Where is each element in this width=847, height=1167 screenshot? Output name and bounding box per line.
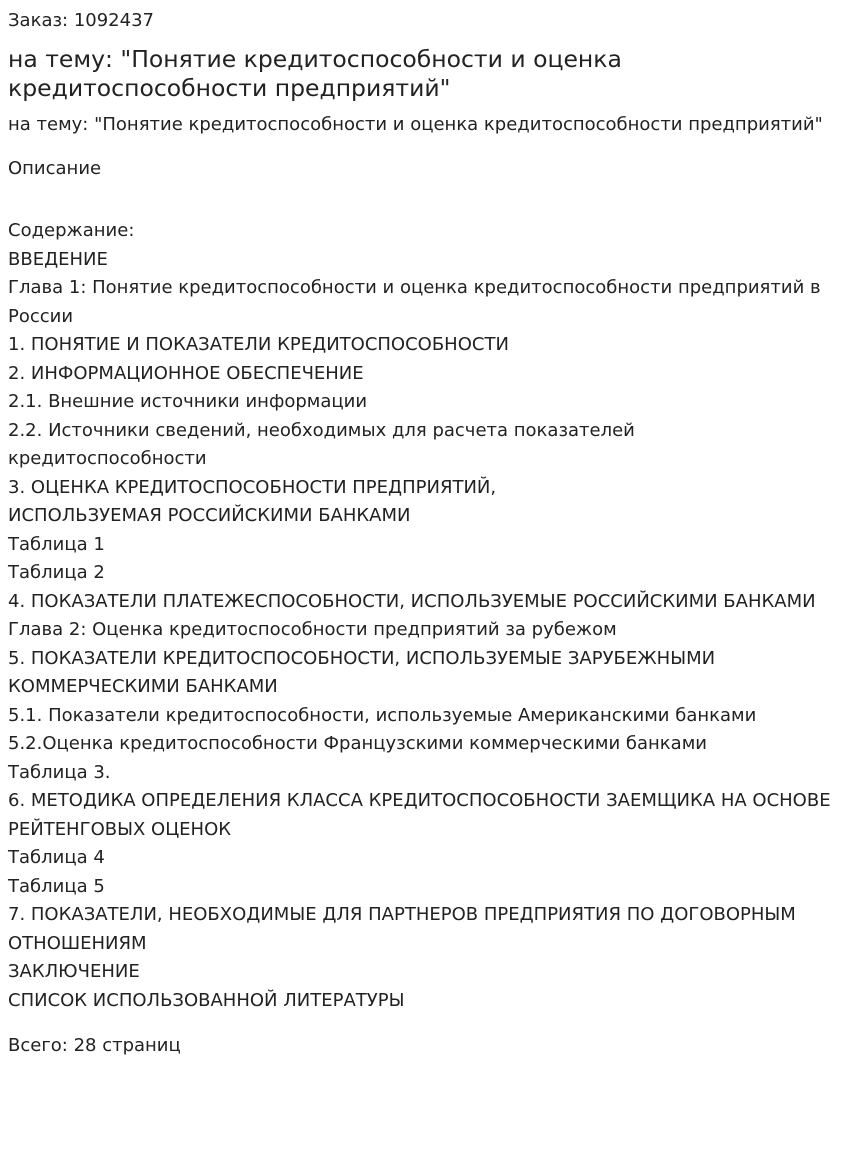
order-number: Заказ: 1092437 bbox=[8, 10, 154, 31]
contents-item: 7. ПОКАЗАТЕЛИ, НЕОБХОДИМЫЕ ДЛЯ ПАРТНЕРОВ ПРЕДПРИЯТИЯ ПО ДОГОВОРНЫМ ОТНОШЕНИЯМ bbox=[8, 904, 796, 954]
table-of-contents bbox=[8, 217, 839, 1015]
contents-item: 3. ОЦЕНКА КРЕДИТОСПОСОБНОСТИ ПРЕДПРИЯТИЙ, bbox=[8, 476, 497, 498]
contents-item: 4. ПОКАЗАТЕЛИ ПЛАТЕЖЕСПОСОБНОСТИ, ИСПОЛЬЗУЕМЫЕ РОССИЙСКИМИ БАНКАМИ bbox=[8, 590, 816, 612]
page-title: на тему: "Понятие кредитоспособности и оценка кредитоспособности предприятий" bbox=[8, 45, 622, 102]
contents-item: Глава 2: Оценка кредитоспособности предприятий за рубежом bbox=[8, 619, 617, 640]
contents-item: ВВЕДЕНИЕ bbox=[8, 248, 108, 270]
contents-item: Таблица 1 bbox=[8, 533, 105, 555]
contents-heading: Содержание: bbox=[8, 220, 135, 241]
description-label: Описание bbox=[8, 157, 102, 179]
contents-item: 5.2.Оценка кредитоспособности Французскими коммерческими банками bbox=[8, 733, 707, 754]
page-subtitle: на тему: "Понятие кредитоспособности и оценка кредитоспособности предприятий" bbox=[8, 114, 823, 135]
contents-item: 2. ИНФОРМАЦИОННОЕ ОБЕСПЕЧЕНИЕ bbox=[8, 362, 364, 384]
contents-item: ИСПОЛЬЗУЕМАЯ РОССИЙСКИМИ БАНКАМИ bbox=[8, 505, 411, 526]
contents-item: Глава 1: Понятие кредитоспособности и оценка кредитоспособности предприятий в России bbox=[8, 277, 821, 327]
contents-item: Таблица 3. bbox=[8, 761, 111, 783]
contents-item: 2.1. Внешние источники информации bbox=[8, 391, 368, 412]
contents-item: 1. ПОНЯТИЕ И ПОКАЗАТЕЛИ КРЕДИТОСПОСОБНОСТИ bbox=[8, 334, 509, 355]
contents-item: Таблица 2 bbox=[8, 562, 105, 583]
contents-item: Таблица 5 bbox=[8, 875, 105, 897]
contents-item: Таблица 4 bbox=[8, 847, 105, 868]
contents-item: 6. МЕТОДИКА ОПРЕДЕЛЕНИЯ КЛАССА КРЕДИТОСПОСОБНОСТИ ЗАЕМЩИКА НА ОСНОВЕ РЕЙТЕНГОВЫХ ОЦЕНОК bbox=[8, 790, 831, 840]
contents-item: 5. ПОКАЗАТЕЛИ КРЕДИТОСПОСОБНОСТИ, ИСПОЛЬЗУЕМЫЕ ЗАРУБЕЖНЫМИ КОММЕРЧЕСКИМИ БАНКАМИ bbox=[8, 647, 716, 697]
total-pages: Всего: 28 страниц bbox=[8, 1035, 181, 1056]
contents-item: ЗАКЛЮЧЕНИЕ bbox=[8, 961, 140, 982]
contents-item: 2.2. Источники сведений, необходимых для расчета показателей кредитоспособности bbox=[8, 419, 635, 469]
contents-item: СПИСОК ИСПОЛЬЗОВАННОЙ ЛИТЕРАТУРЫ bbox=[8, 989, 405, 1011]
contents-item: 5.1. Показатели кредитоспособности, используемые Американскими банками bbox=[8, 704, 757, 726]
